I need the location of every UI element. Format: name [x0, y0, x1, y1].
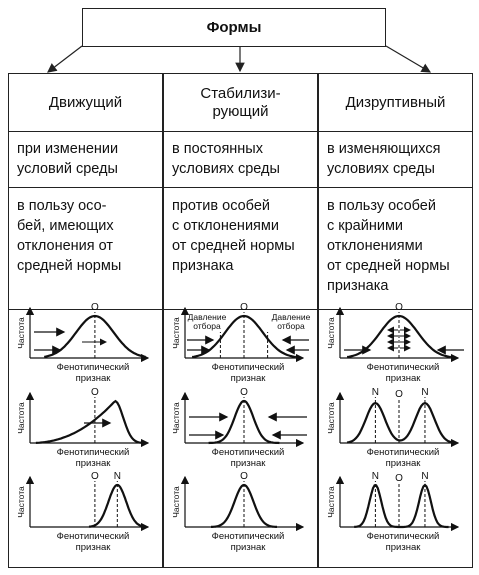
- x-axis-label: признак: [385, 542, 421, 553]
- header-line: рующий: [212, 102, 269, 120]
- mean-marker: O: [395, 473, 403, 484]
- x-axis-label: Фенотипический: [366, 447, 440, 458]
- forms-title-box: [82, 8, 386, 47]
- x-axis-label: Фенотипический: [56, 531, 130, 542]
- x-axis-label: Фенотипический: [366, 362, 440, 373]
- column-header: [319, 74, 472, 132]
- direction-cell: [164, 188, 317, 310]
- y-axis-label: Частота: [326, 486, 336, 518]
- x-axis-label: Фенотипический: [56, 362, 130, 373]
- mean-marker: O: [240, 387, 248, 398]
- forms-title: Формы: [206, 19, 262, 36]
- y-axis-label: Частота: [16, 402, 26, 434]
- y-axis-label: Частота: [326, 402, 336, 434]
- direction-cell: [319, 188, 472, 310]
- norm-marker: N: [113, 471, 121, 482]
- column-driving: [8, 73, 163, 568]
- direction-line: в пользу осо-: [17, 198, 107, 214]
- conditions-cell: [9, 131, 162, 188]
- arrow-to-disruptive: [386, 46, 430, 72]
- column-disruptive: [318, 73, 473, 568]
- pressure-label: Давление: [187, 312, 227, 322]
- header-line: Движущий: [48, 93, 123, 111]
- pressure-label: Давление: [271, 312, 311, 322]
- y-axis-label: Частота: [171, 486, 181, 518]
- conditions-line: в постоянных: [172, 141, 263, 157]
- conditions-line: в изменяющихся: [327, 141, 441, 157]
- direction-line: отклонениями: [327, 238, 423, 254]
- column-header: [9, 74, 162, 132]
- conditions-line: при изменении: [17, 141, 119, 157]
- x-axis-label: признак: [75, 542, 111, 553]
- mean-marker: O: [240, 471, 248, 482]
- x-axis-label: Фенотипический: [56, 447, 130, 458]
- direction-line: с крайними: [327, 218, 404, 234]
- norm-marker: N: [371, 471, 380, 482]
- arrow-to-driving: [48, 46, 82, 72]
- conditions-line: условиях среды: [327, 161, 435, 177]
- mean-marker: O: [91, 471, 99, 482]
- x-axis-label: признак: [75, 458, 111, 469]
- direction-line: в пользу особей: [327, 198, 436, 214]
- x-axis-label: признак: [385, 373, 421, 384]
- direction-line: признака: [327, 278, 389, 294]
- mean-marker: O: [91, 302, 99, 313]
- x-axis-label: признак: [230, 458, 266, 469]
- x-axis-label: Фенотипический: [211, 447, 285, 458]
- direction-line: бей, имеющих: [17, 218, 114, 234]
- norm-marker: N: [421, 387, 429, 398]
- pressure-label: отбора: [193, 321, 221, 331]
- pressure-label: отбора: [277, 321, 305, 331]
- mean-marker: O: [91, 387, 99, 398]
- y-axis-label: Частота: [171, 402, 181, 434]
- direction-line: отклонения от: [17, 238, 114, 254]
- x-axis-label: признак: [230, 542, 266, 553]
- mean-marker: O: [240, 302, 248, 313]
- conditions-cell: [319, 131, 472, 188]
- header-line: Дизруптивный: [345, 93, 446, 111]
- x-axis-label: Фенотипический: [211, 531, 285, 542]
- y-axis-label: Частота: [16, 486, 26, 518]
- direction-line: от средней нормы: [172, 238, 295, 254]
- y-axis-label: Частота: [171, 317, 181, 349]
- direction-line: с отклонениями: [172, 218, 279, 234]
- x-axis-label: признак: [75, 373, 111, 384]
- norm-marker: N: [371, 387, 380, 398]
- conditions-line: условий среды: [17, 161, 118, 177]
- conditions-cell: [164, 131, 317, 188]
- column-header: [164, 74, 317, 132]
- mean-marker: O: [395, 302, 403, 313]
- direction-line: признака: [172, 258, 234, 274]
- direction-line: от средней нормы: [327, 258, 450, 274]
- header-line: Стабилизи-: [200, 84, 281, 102]
- conditions-line: условиях среды: [172, 161, 280, 177]
- x-axis-label: Фенотипический: [211, 362, 285, 373]
- column-stabilizing: [163, 73, 318, 568]
- y-axis-label: Частота: [326, 317, 336, 349]
- direction-line: против особей: [172, 198, 270, 214]
- mean-marker: O: [395, 389, 403, 400]
- direction-cell: [9, 188, 162, 310]
- x-axis-label: признак: [230, 373, 266, 384]
- x-axis-label: признак: [385, 458, 421, 469]
- norm-marker: N: [421, 471, 429, 482]
- x-axis-label: Фенотипический: [366, 531, 440, 542]
- y-axis-label: Частота: [16, 317, 26, 349]
- direction-line: средней нормы: [17, 258, 122, 274]
